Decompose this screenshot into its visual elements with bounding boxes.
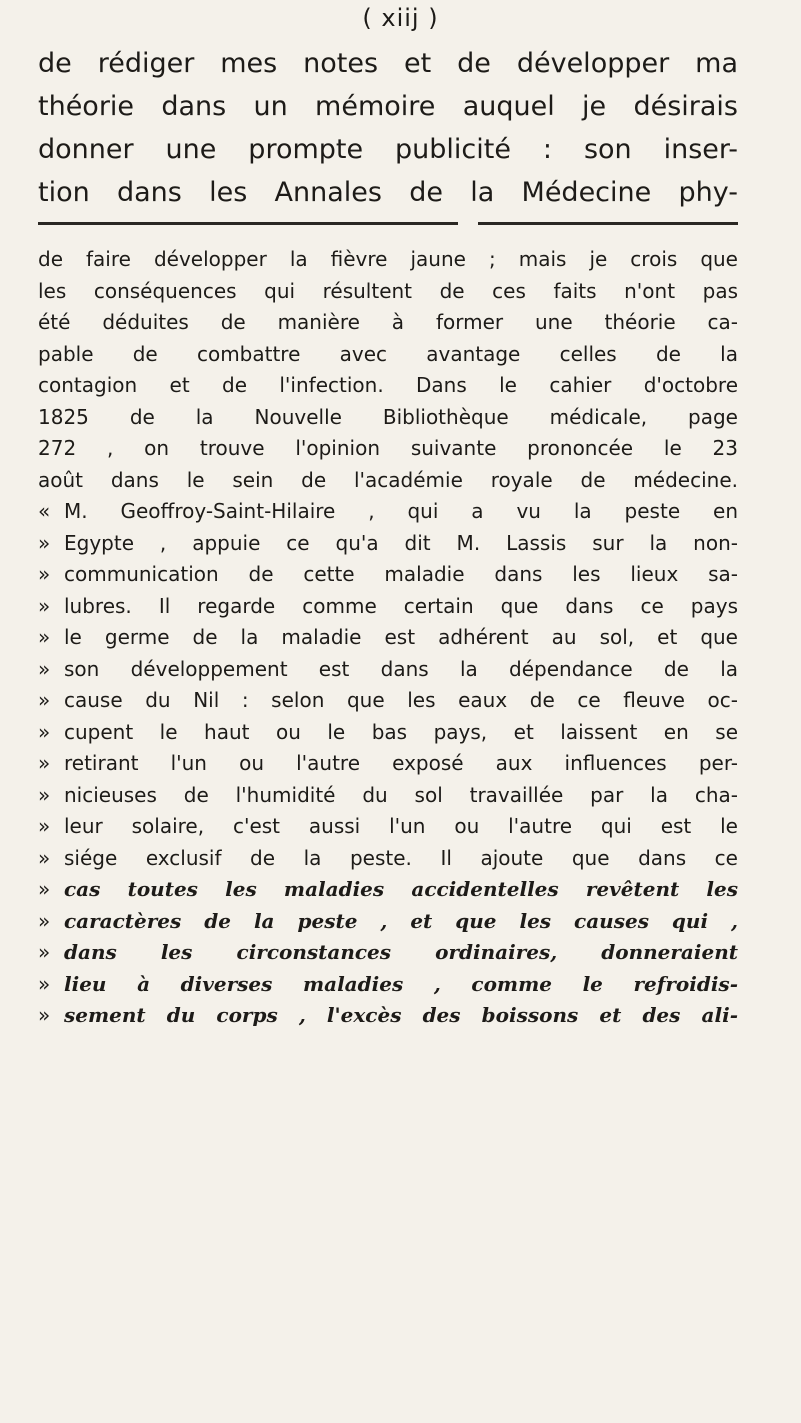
footnote-separator-rule — [38, 222, 738, 225]
footnote-block — [38, 244, 738, 1032]
footnote-line — [38, 370, 738, 402]
quotation-mark: » — [38, 814, 51, 838]
footnote-line — [38, 307, 738, 339]
main-text — [38, 42, 738, 214]
quotation-mark: » — [38, 719, 51, 744]
quotation-mark: » — [38, 971, 51, 996]
footnote-line — [38, 685, 738, 717]
footnote-line-text: Egypte , appuie ce qu'a dit M. Lassis sur la non- — [64, 530, 738, 555]
footnote-line-text: caractères de la peste , et que les causes qui , — [64, 908, 738, 933]
footnote-line — [38, 717, 738, 749]
footnote-line — [38, 244, 738, 276]
footnote-line-text: nicieuses de l'humidité du sol travaillée par la cha- — [64, 782, 738, 807]
quotation-mark: » — [38, 908, 51, 933]
footnote-line-text: lieu à diverses maladies , comme le refroidis- — [64, 971, 738, 996]
footnote-line-text: siége exclusif de la peste. Il ajoute que dans ce — [64, 845, 738, 870]
main-text-line: théorie dans un mémoire auquel je désirais — [38, 91, 738, 122]
page-number: ( xiij ) — [362, 4, 439, 32]
footnote-line — [38, 622, 738, 654]
footnote-line — [38, 906, 738, 938]
main-text-line: de rédiger mes notes et de développer ma — [38, 48, 738, 79]
footnote-line-text: de faire développer la fièvre jaune ; mais je crois que — [38, 247, 738, 271]
footnote-line — [38, 811, 738, 843]
footnote-line-text: contagion et de l'infection. Dans le cahier d'octobre — [38, 373, 738, 397]
quotation-mark: » — [38, 782, 51, 807]
footnote-line — [38, 528, 738, 560]
footnote-line — [38, 780, 738, 812]
quotation-mark: » — [38, 845, 51, 870]
footnote-line-text: lubres. Il regarde comme certain que dans ce pays — [64, 593, 738, 618]
footnote-line-text: retirant l'un ou l'autre exposé aux influences per- — [64, 751, 738, 775]
footnote-line-text: août dans le sein de l'académie royale de médecine. — [38, 467, 738, 492]
footnote-line — [38, 591, 738, 623]
quotation-mark: » — [38, 940, 51, 964]
footnote-line-text: le germe de la maladie est adhérent au sol, et que — [64, 625, 738, 649]
footnote-line — [38, 969, 738, 1001]
quotation-mark: » — [38, 530, 51, 555]
footnote-line — [38, 748, 738, 780]
footnote-line-text: M. Geoffroy-Saint-Hilaire , qui a vu la peste en — [64, 499, 738, 523]
quotation-mark: « — [38, 499, 51, 523]
footnote-line — [38, 496, 738, 528]
quotation-mark: » — [38, 562, 51, 586]
quotation-mark: » — [38, 656, 51, 681]
rule-segment — [478, 222, 738, 225]
footnote-line — [38, 937, 738, 969]
footnote-line — [38, 433, 738, 465]
quotation-mark: » — [38, 1003, 51, 1027]
footnote-line-text: 272 , on trouve l'opinion suivante prononcée le 23 — [38, 436, 738, 460]
footnote-line — [38, 559, 738, 591]
footnote-line — [38, 1000, 738, 1032]
footnote-line — [38, 843, 738, 875]
footnote-line-text: pable de combattre avec avantage celles de la — [38, 341, 738, 366]
footnote-line-text: leur solaire, c'est aussi l'un ou l'autre qui est le — [64, 814, 738, 838]
footnote-line-text: cause du Nil : selon que les eaux de ce fleuve oc- — [64, 688, 738, 712]
footnote-line-text: sement du corps , l'excès des boissons et des ali- — [64, 1003, 738, 1027]
footnote-line-text: les conséquences qui résultent de ces faits n'ont pas — [38, 278, 738, 303]
footnote-line — [38, 654, 738, 686]
footnote-line-text: 1825 de la Nouvelle Bibliothèque médicale, page — [38, 404, 738, 429]
footnote-line-text: cas toutes les maladies accidentelles revêtent les — [64, 877, 738, 901]
footnote-line — [38, 874, 738, 906]
quotation-mark: » — [38, 688, 51, 712]
main-text-line: tion dans les Annales de la Médecine phy- — [38, 177, 738, 208]
quotation-mark: » — [38, 877, 51, 901]
footnote-line-text: son développement est dans la dépendance de la — [64, 656, 738, 681]
footnote-line — [38, 339, 738, 371]
footnote-line — [38, 402, 738, 434]
quotation-mark: » — [38, 625, 51, 649]
footnote-line-text: dans les circonstances ordinaires, donneraient — [64, 940, 738, 964]
quotation-mark: » — [38, 751, 51, 775]
main-text-line: donner une prompte publicité : son inser- — [38, 134, 738, 165]
footnote-line-text: cupent le haut ou le bas pays, et laissent en se — [64, 719, 738, 744]
quotation-mark: » — [38, 593, 51, 618]
footnote-line — [38, 276, 738, 308]
footnote-line-text: été déduites de manière à former une théorie ca- — [38, 310, 738, 334]
rule-segment — [38, 222, 458, 225]
footnote-line-text: communication de cette maladie dans les lieux sa- — [64, 562, 738, 586]
footnote-line — [38, 465, 738, 497]
